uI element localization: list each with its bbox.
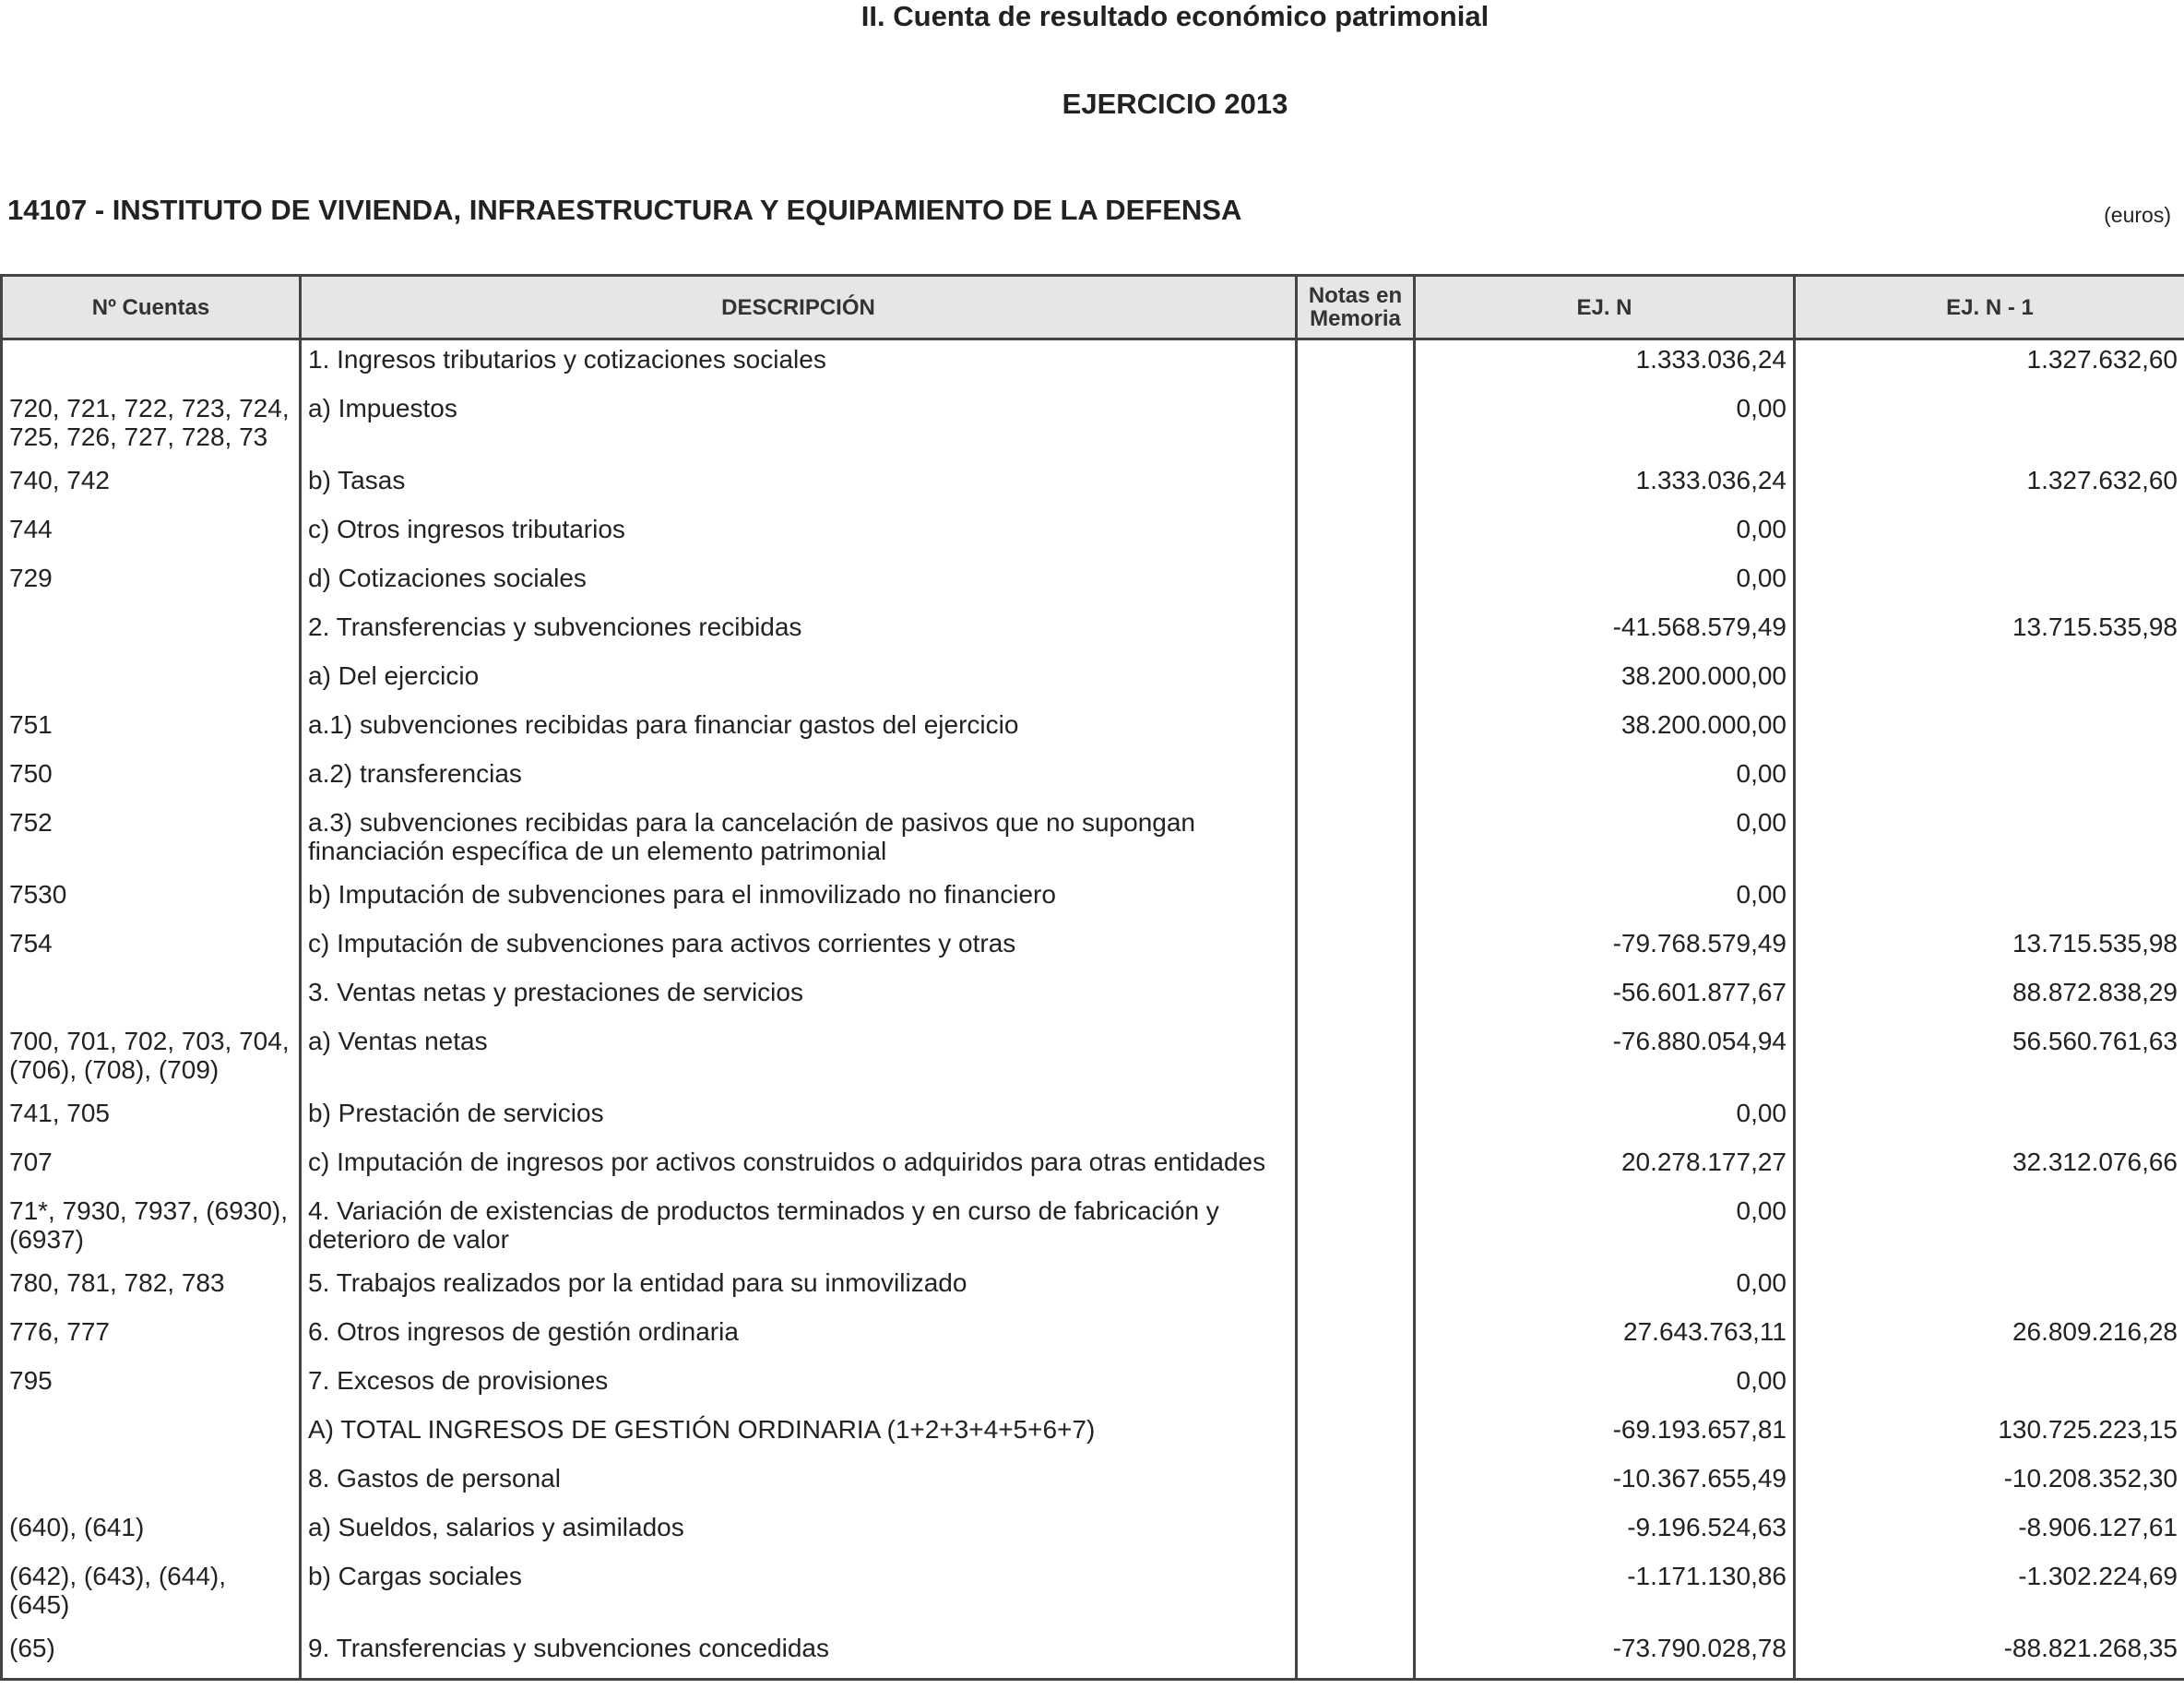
cell-ej-n1 [1795, 510, 2184, 559]
cell-descripcion: 2. Transferencias y subvenciones recibidas [301, 608, 1297, 657]
table-row [2, 1264, 2184, 1313]
cell-cuentas: 795 [2, 1362, 301, 1410]
cell-cuentas: (640), (641) [2, 1508, 301, 1557]
table-row [2, 1629, 2184, 1680]
table-row [2, 755, 2184, 803]
cell-descripcion: A) TOTAL INGRESOS DE GESTIÓN ORDINARIA (1+2+3+4+5+6+7) [301, 1410, 1297, 1459]
cell-cuentas [2, 608, 301, 657]
cell-cuentas [2, 1410, 301, 1459]
report-title: II. Cuenta de resultado económico patrimonial [861, 0, 1490, 32]
table-row [2, 1557, 2184, 1629]
cell-ej-n1 [1795, 1192, 2184, 1264]
cell-descripcion: a.1) subvenciones recibidas para financiar gastos del ejercicio [301, 706, 1297, 755]
cell-descripcion: a) Del ejercicio [301, 657, 1297, 706]
cell-notas [1297, 559, 1415, 608]
cell-notas [1297, 755, 1415, 803]
cell-notas [1297, 1264, 1415, 1313]
table-row [2, 461, 2184, 510]
cell-ej-n1: 1.327.632,60 [1795, 461, 2184, 510]
cell-ej-n1 [1795, 657, 2184, 706]
cell-ej-n: 0,00 [1415, 875, 1795, 924]
cell-notas [1297, 1557, 1415, 1629]
cell-cuentas [2, 657, 301, 706]
cell-ej-n: -79.768.579,49 [1415, 924, 1795, 973]
cell-ej-n1 [1795, 875, 2184, 924]
cell-notas [1297, 706, 1415, 755]
cell-ej-n1: -8.906.127,61 [1795, 1508, 2184, 1557]
cell-descripcion: 1. Ingresos tributarios y cotizaciones sociales [301, 339, 1297, 390]
table-row [2, 706, 2184, 755]
fiscal-year-heading: EJERCICIO 2013 [1062, 88, 1288, 120]
column-header-notas-line2: Memoria [1310, 306, 1401, 331]
cell-descripcion: d) Cotizaciones sociales [301, 559, 1297, 608]
cell-cuentas: 707 [2, 1143, 301, 1192]
cell-ej-n: 0,00 [1415, 559, 1795, 608]
cell-descripcion: c) Imputación de subvenciones para activos corrientes y otras [301, 924, 1297, 973]
cell-notas [1297, 608, 1415, 657]
cell-ej-n1 [1795, 1264, 2184, 1313]
cell-cuentas: 776, 777 [2, 1313, 301, 1362]
cell-notas [1297, 973, 1415, 1022]
cell-ej-n: 20.278.177,27 [1415, 1143, 1795, 1192]
table-row [2, 1094, 2184, 1143]
cell-cuentas: (642), (643), (644), (645) [2, 1557, 301, 1629]
cell-ej-n: 0,00 [1415, 1264, 1795, 1313]
table-row [2, 1459, 2184, 1508]
cell-notas [1297, 510, 1415, 559]
cell-cuentas: 7530 [2, 875, 301, 924]
table-row [2, 1022, 2184, 1094]
cell-ej-n1 [1795, 389, 2184, 461]
cell-cuentas: (65) [2, 1629, 301, 1680]
cell-ej-n: -69.193.657,81 [1415, 1410, 1795, 1459]
cell-descripcion: 3. Ventas netas y prestaciones de servicios [301, 973, 1297, 1022]
cell-ej-n1 [1795, 559, 2184, 608]
cell-notas [1297, 803, 1415, 875]
column-header-cuentas: Nº Cuentas [2, 276, 301, 339]
cell-cuentas: 720, 721, 722, 723, 724, 725, 726, 727, 728, 73 [2, 389, 301, 461]
cell-descripcion: a.3) subvenciones recibidas para la cancelación de pasivos que no supongan financiación específica de un elemento patrimonial [301, 803, 1297, 875]
cell-descripcion: b) Cargas sociales [301, 1557, 1297, 1629]
cell-ej-n: 38.200.000,00 [1415, 706, 1795, 755]
cell-ej-n1 [1795, 706, 2184, 755]
table-row [2, 389, 2184, 461]
cell-descripcion: b) Tasas [301, 461, 1297, 510]
cell-descripcion: c) Imputación de ingresos por activos construidos o adquiridos para otras entidades [301, 1143, 1297, 1192]
cell-ej-n: -56.601.877,67 [1415, 973, 1795, 1022]
cell-descripcion: a) Impuestos [301, 389, 1297, 461]
cell-notas [1297, 1022, 1415, 1094]
cell-cuentas: 780, 781, 782, 783 [2, 1264, 301, 1313]
column-header-descripcion: DESCRIPCIÓN [301, 276, 1297, 339]
cell-ej-n1: 88.872.838,29 [1795, 973, 2184, 1022]
cell-ej-n1 [1795, 1094, 2184, 1143]
cell-cuentas [2, 973, 301, 1022]
cell-notas [1297, 1192, 1415, 1264]
cell-ej-n1 [1795, 803, 2184, 875]
cell-ej-n: 0,00 [1415, 1192, 1795, 1264]
table-row [2, 1362, 2184, 1410]
cell-descripcion: 5. Trabajos realizados por la entidad para su inmovilizado [301, 1264, 1297, 1313]
table-row [2, 559, 2184, 608]
cell-notas [1297, 657, 1415, 706]
cell-ej-n: 1.333.036,24 [1415, 339, 1795, 390]
cell-descripcion: 6. Otros ingresos de gestión ordinaria [301, 1313, 1297, 1362]
cell-notas [1297, 461, 1415, 510]
table-row [2, 1192, 2184, 1264]
table-row [2, 1508, 2184, 1557]
cell-ej-n: 27.643.763,11 [1415, 1313, 1795, 1362]
cell-ej-n1: 32.312.076,66 [1795, 1143, 2184, 1192]
cell-ej-n: 38.200.000,00 [1415, 657, 1795, 706]
cell-notas [1297, 1508, 1415, 1557]
cell-cuentas: 744 [2, 510, 301, 559]
cell-ej-n1: 1.327.632,60 [1795, 339, 2184, 390]
cell-cuentas: 750 [2, 755, 301, 803]
cell-ej-n1: 130.725.223,15 [1795, 1410, 2184, 1459]
table-row [2, 803, 2184, 875]
entity-heading: 14107 - INSTITUTO DE VIVIENDA, INFRAESTRUCTURA Y EQUIPAMIENTO DE LA DEFENSA [7, 194, 1242, 226]
income-statement-table [0, 274, 2184, 1681]
cell-notas [1297, 875, 1415, 924]
cell-cuentas [2, 339, 301, 390]
cell-descripcion: 9. Transferencias y subvenciones concedidas [301, 1629, 1297, 1680]
cell-ej-n1: 56.560.761,63 [1795, 1022, 2184, 1094]
cell-ej-n: 0,00 [1415, 510, 1795, 559]
cell-notas [1297, 1094, 1415, 1143]
cell-ej-n: 0,00 [1415, 755, 1795, 803]
cell-cuentas: 740, 742 [2, 461, 301, 510]
cell-cuentas: 729 [2, 559, 301, 608]
cell-ej-n1 [1795, 755, 2184, 803]
table-row [2, 1410, 2184, 1459]
cell-cuentas: 700, 701, 702, 703, 704, (706), (708), (709) [2, 1022, 301, 1094]
cell-descripcion: a) Ventas netas [301, 1022, 1297, 1094]
cell-notas [1297, 1143, 1415, 1192]
cell-ej-n1: 13.715.535,98 [1795, 924, 2184, 973]
cell-notas [1297, 1313, 1415, 1362]
cell-descripcion: c) Otros ingresos tributarios [301, 510, 1297, 559]
cell-ej-n: -9.196.524,63 [1415, 1508, 1795, 1557]
cell-descripcion: b) Prestación de servicios [301, 1094, 1297, 1143]
table-row [2, 339, 2184, 390]
cell-ej-n: 0,00 [1415, 1362, 1795, 1410]
cell-cuentas: 71*, 7930, 7937, (6930), (6937) [2, 1192, 301, 1264]
cell-ej-n1: 13.715.535,98 [1795, 608, 2184, 657]
cell-notas [1297, 1362, 1415, 1410]
cell-notas [1297, 339, 1415, 390]
cell-ej-n: 0,00 [1415, 1094, 1795, 1143]
cell-descripcion: 4. Variación de existencias de productos terminados y en curso de fabricación y deterioro de valor [301, 1192, 1297, 1264]
cell-cuentas: 741, 705 [2, 1094, 301, 1143]
column-header-notas-line1: Notas en [1308, 283, 1403, 308]
cell-ej-n: -73.790.028,78 [1415, 1629, 1795, 1680]
table-row [2, 510, 2184, 559]
table-row [2, 973, 2184, 1022]
cell-cuentas: 754 [2, 924, 301, 973]
cell-descripcion: 7. Excesos de provisiones [301, 1362, 1297, 1410]
column-header-ej-n1: EJ. N - 1 [1795, 276, 2184, 339]
cell-ej-n: 0,00 [1415, 389, 1795, 461]
cell-cuentas [2, 1459, 301, 1508]
table-row [2, 875, 2184, 924]
cell-notas [1297, 1459, 1415, 1508]
cell-cuentas: 751 [2, 706, 301, 755]
cell-ej-n1: -88.821.268,35 [1795, 1629, 2184, 1680]
cell-notas [1297, 1410, 1415, 1459]
cell-notas [1297, 389, 1415, 461]
cell-ej-n: -76.880.054,94 [1415, 1022, 1795, 1094]
cell-ej-n: 0,00 [1415, 803, 1795, 875]
table-row [2, 608, 2184, 657]
table-row [2, 924, 2184, 973]
cell-ej-n: 1.333.036,24 [1415, 461, 1795, 510]
cell-descripcion: a.2) transferencias [301, 755, 1297, 803]
cell-ej-n1: -1.302.224,69 [1795, 1557, 2184, 1629]
cell-notas [1297, 1629, 1415, 1680]
table-row [2, 657, 2184, 706]
cell-descripcion: b) Imputación de subvenciones para el inmovilizado no financiero [301, 875, 1297, 924]
cell-descripcion: 8. Gastos de personal [301, 1459, 1297, 1508]
cell-descripcion: a) Sueldos, salarios y asimilados [301, 1508, 1297, 1557]
cell-cuentas: 752 [2, 803, 301, 875]
currency-unit-label: (euros) [2104, 203, 2171, 227]
cell-ej-n1: 26.809.216,28 [1795, 1313, 2184, 1362]
table-row [2, 1143, 2184, 1192]
table-row [2, 1313, 2184, 1362]
cell-ej-n: -1.171.130,86 [1415, 1557, 1795, 1629]
column-header-notas [1297, 276, 1415, 339]
column-header-ej-n: EJ. N [1415, 276, 1795, 339]
cell-notas [1297, 924, 1415, 973]
cell-ej-n: -10.367.655,49 [1415, 1459, 1795, 1508]
cell-ej-n1 [1795, 1362, 2184, 1410]
cell-ej-n: -41.568.579,49 [1415, 608, 1795, 657]
cell-ej-n1: -10.208.352,30 [1795, 1459, 2184, 1508]
table-header-row [2, 276, 2184, 339]
